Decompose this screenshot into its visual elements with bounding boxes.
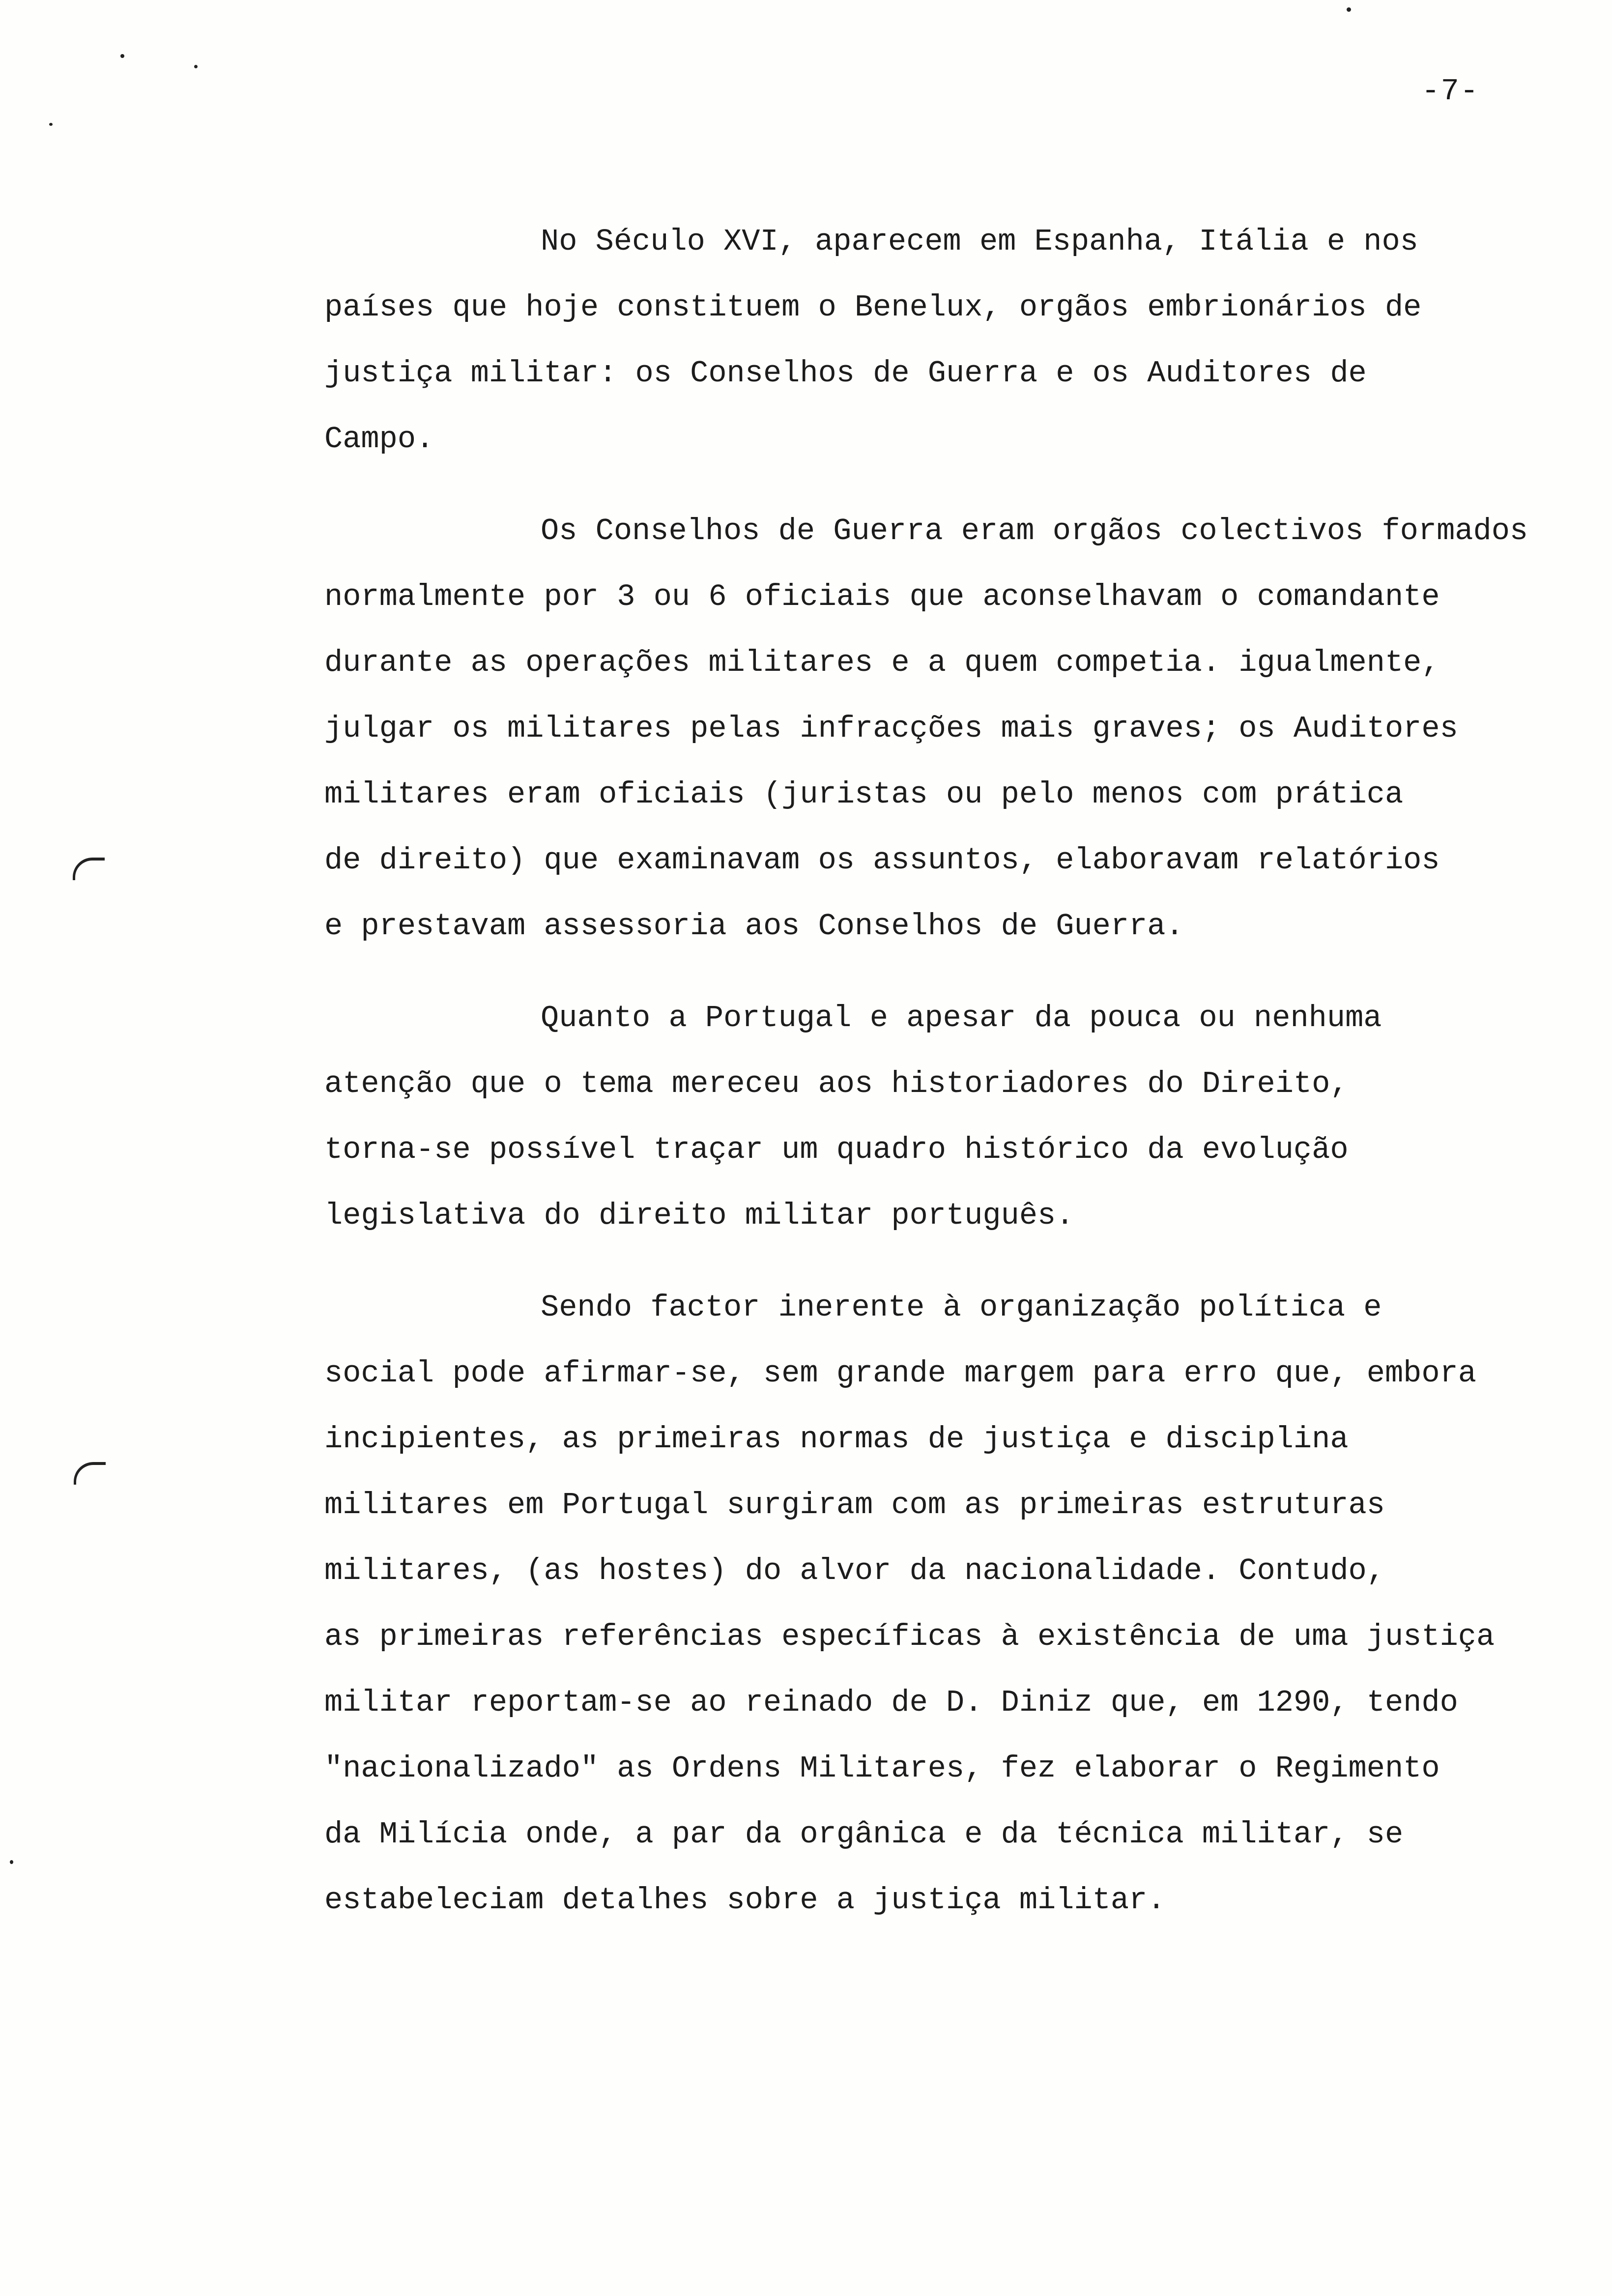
text-line: Os Conselhos de Guerra eram orgãos colectivos formados: [541, 514, 1528, 548]
scan-speck: [1347, 7, 1351, 12]
text-line: as primeiras referências específicas à existência de uma justiça: [324, 1619, 1495, 1654]
text-line: "nacionalizado" as Ordens Militares, fez elaborar o Regimento: [324, 1751, 1440, 1786]
text-line: Sendo factor inerente à organização política e: [541, 1290, 1382, 1325]
text-line: normalmente por 3 ou 6 oficiais que aconselhavam o comandante: [324, 579, 1440, 614]
text-line: e prestavam assessoria aos Conselhos de Guerra.: [324, 909, 1184, 944]
paragraph-2: [324, 498, 1602, 959]
text-line: justiça militar: os Conselhos de Guerra e os Auditores de: [324, 356, 1367, 391]
text-line: militares eram oficiais (juristas ou pelo menos com prática: [324, 777, 1404, 812]
scan-speck: [10, 1860, 13, 1864]
text-line: julgar os militares pelas infracções mais graves; os Auditores: [324, 711, 1458, 746]
paragraph-4: [324, 1275, 1602, 1933]
body-text: [324, 209, 1602, 1959]
paragraph-3: [324, 985, 1602, 1249]
page-number: -7-: [1421, 74, 1479, 109]
text-line: Campo.: [324, 422, 434, 457]
text-line: legislativa do direito militar português.: [324, 1198, 1074, 1233]
text-line: estabeleciam detalhes sobre a justiça militar.: [324, 1883, 1166, 1918]
text-line: No Século XVI, aparecem em Espanha, Itália e nos: [541, 224, 1418, 259]
text-line: militar reportam-se ao reinado de D. Diniz que, em 1290, tendo: [324, 1685, 1458, 1720]
text-line: social pode afirmar-se, sem grande margem para erro que, embora: [324, 1356, 1476, 1391]
text-line: torna-se possível traçar um quadro histórico da evolução: [324, 1132, 1349, 1167]
scan-speck: [49, 123, 53, 126]
text-line: da Milícia onde, a par da orgânica e da técnica militar, se: [324, 1817, 1404, 1852]
text-line: militares, (as hostes) do alvor da nacionalidade. Contudo,: [324, 1553, 1385, 1588]
text-line: Quanto a Portugal e apesar da pouca ou nenhuma: [541, 1001, 1382, 1035]
paragraph-1: [324, 209, 1602, 472]
scan-bracket-mark: [73, 858, 105, 880]
scan-speck: [120, 54, 124, 58]
text-line: incipientes, as primeiras normas de justiça e disciplina: [324, 1422, 1349, 1457]
text-line: atenção que o tema mereceu aos historiadores do Direito,: [324, 1066, 1349, 1101]
scan-speck: [194, 65, 198, 68]
text-line: militares em Portugal surgiram com as primeiras estruturas: [324, 1488, 1385, 1522]
text-line: países que hoje constituem o Benelux, orgãos embrionários de: [324, 290, 1422, 325]
text-line: durante as operações militares e a quem competia. igualmente,: [324, 645, 1440, 680]
scan-bracket-mark: [74, 1462, 106, 1485]
text-line: de direito) que examinavam os assuntos, elaboravam relatórios: [324, 843, 1440, 878]
